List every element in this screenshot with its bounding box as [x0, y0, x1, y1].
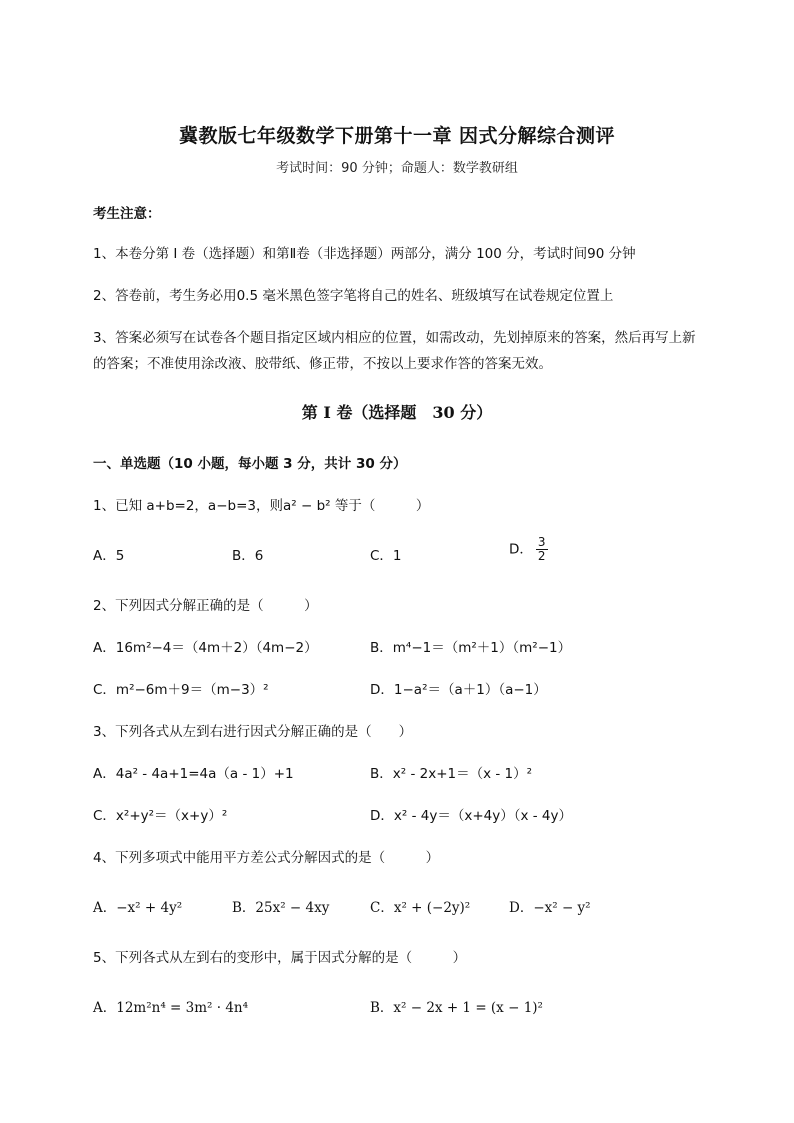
option-d: D．−x² − y² — [509, 900, 591, 916]
option-a: A．12m²n⁴ = 3m² · 4n⁴ — [93, 1000, 249, 1016]
option-b: B．x² - 2x+1＝（x - 1）² — [370, 766, 533, 782]
section-title: 第 I 卷（选择题 30 分） — [301, 403, 493, 422]
option-b: B．m⁴−1＝（m²＋1）（m²−1） — [370, 640, 572, 656]
notice-item: 2、答卷前，考生务必用0.5 毫米黑色签字笔将自己的姓名、班级填写在试卷规定位置上 — [93, 288, 614, 304]
question-stem: 4、下列多项式中能用平方差公式分解因式的是（ ） — [93, 850, 440, 866]
notice-heading: 考生注意： — [93, 206, 161, 222]
fraction-numerator: 3 — [537, 535, 546, 549]
option-a: A．−x² + 4y² — [93, 900, 183, 916]
notice-item: 3、答案必须写在试卷各个题目指定区域内相应的位置，如需改动，先划掉原来的答案，然后再写上新 — [93, 330, 696, 346]
question-stem: 5、下列各式从左到右的变形中，属于因式分解的是（ ） — [93, 950, 467, 966]
notice-item: 的答案；不准使用涂改液、胶带纸、修正带，不按以上要求作答的答案无效。 — [93, 356, 552, 372]
fraction-denominator: 2 — [537, 549, 546, 563]
part-heading: 一、单选题（10 小题，每小题 3 分，共计 30 分） — [93, 456, 407, 472]
option-c: C．x²+y²＝（x+y）² — [93, 808, 228, 824]
option-d-label: D． — [509, 541, 533, 558]
option-d: D．x² - 4y＝（x+4y）（x - 4y） — [370, 808, 572, 824]
option-b: B．25x² − 4xy — [232, 900, 330, 916]
question-stem: 3、下列各式从左到右进行因式分解正确的是（ ） — [93, 724, 413, 740]
option-c: C．x² + (−2y)² — [370, 900, 471, 916]
exam-subtitle: 考试时间：90 分钟；命题人：数学教研组 — [276, 161, 518, 176]
question-stem: 1、已知 a+b=2，a−b=3，则a² − b² 等于（ ） — [93, 498, 430, 514]
option-d: D．1−a²＝（a＋1）（a−1） — [370, 682, 547, 698]
option-d — [509, 536, 548, 563]
option-b: B．x² − 2x + 1 = (x − 1)² — [370, 1000, 543, 1016]
fraction — [536, 536, 548, 563]
question-stem: 2、下列因式分解正确的是（ ） — [93, 598, 318, 614]
option-c: C．1 — [370, 548, 402, 564]
page-title: 冀教版七年级数学下册第十一章 因式分解综合测评 — [178, 125, 616, 147]
option-a: A．4a² - 4a+1=4a（a - 1）+1 — [93, 766, 294, 782]
option-c: C．m²−6m＋9＝（m−3）² — [93, 682, 269, 698]
option-a: A．16m²−4＝（4m＋2）（4m−2） — [93, 640, 318, 656]
option-b: B．6 — [232, 548, 264, 564]
option-a: A．5 — [93, 548, 125, 564]
notice-item: 1、本卷分第 I 卷（选择题）和第Ⅱ卷（非选择题）两部分，满分 100 分，考试时间90 分钟 — [93, 246, 636, 262]
